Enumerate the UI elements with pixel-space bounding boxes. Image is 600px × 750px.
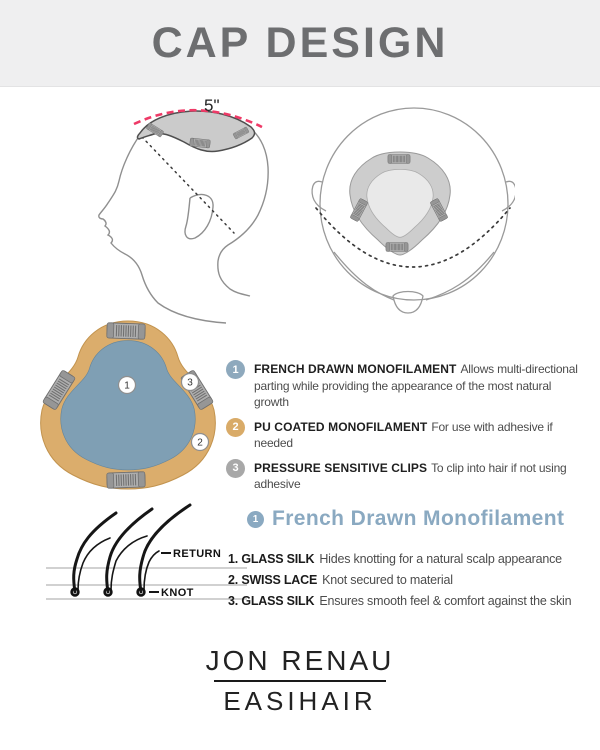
legend-badge-3: 3: [226, 459, 245, 478]
cap-clip-top: [107, 323, 146, 340]
heading-text: French Drawn Monofilament: [272, 507, 565, 530]
legend-term-1: FRENCH DRAWN MONOFILAMENT: [254, 362, 457, 376]
knot-label: KNOT: [161, 587, 194, 599]
svg-text:2: 2: [197, 437, 203, 449]
head-top-view-diagram: [300, 100, 515, 315]
head-profile-diagram: [78, 93, 302, 327]
brand-logo: [0, 646, 600, 715]
cap-legend: [226, 360, 590, 500]
legend-desc-3: To clip into hair if not using adhesive: [254, 460, 567, 491]
material-layer-list: [228, 549, 596, 612]
ear-outline: [185, 195, 213, 239]
layer-item-1: 1. GLASS SILK Hides knotting for a natural scalp appearance: [228, 552, 562, 566]
layer-item-3: 3. GLASS SILK Ensures smooth feel & comfort against the skin: [228, 594, 572, 608]
brand-subname: EASIHAIR: [223, 686, 377, 716]
cap-clip-bottom: [107, 472, 146, 489]
svg-text:3: 3: [187, 377, 193, 389]
brand-name: JON RENAU: [205, 645, 395, 676]
cap-badge-3: [182, 374, 199, 391]
cap-badge-2: [192, 434, 209, 451]
legend-item-3: [226, 459, 590, 493]
legend-desc-2: For use with adhesive if needed: [254, 419, 553, 450]
cap-badge-1: [119, 377, 136, 394]
page-title: CAP DESIGN: [151, 18, 449, 67]
topview-clip-top: [388, 155, 410, 164]
legend-item-2: [226, 418, 590, 452]
topview-clip-bottom: [386, 243, 408, 252]
cap-base-diagram: [30, 313, 235, 503]
mono-section-heading: [247, 507, 564, 531]
legend-desc-1: Allows multi-directional parting while providing the appearance of the most natural growth: [254, 362, 578, 409]
knot-diagram: [42, 495, 257, 620]
layer-item-2: 2. SWISS LACE Knot secured to material: [228, 573, 453, 587]
legend-item-1: [226, 360, 590, 411]
measurement-label: 5": [204, 96, 220, 115]
legend-term-3: PRESSURE SENSITIVE CLIPS: [254, 460, 428, 475]
heading-badge: 1: [247, 511, 264, 528]
legend-badge-1: 1: [226, 360, 245, 379]
legend-term-2: PU COATED MONOFILAMENT: [254, 419, 428, 434]
return-label: RETURN: [173, 548, 222, 560]
logo-divider: [214, 680, 386, 682]
legend-badge-2: 2: [226, 418, 245, 437]
svg-text:1: 1: [124, 380, 130, 392]
header: [0, 0, 600, 87]
